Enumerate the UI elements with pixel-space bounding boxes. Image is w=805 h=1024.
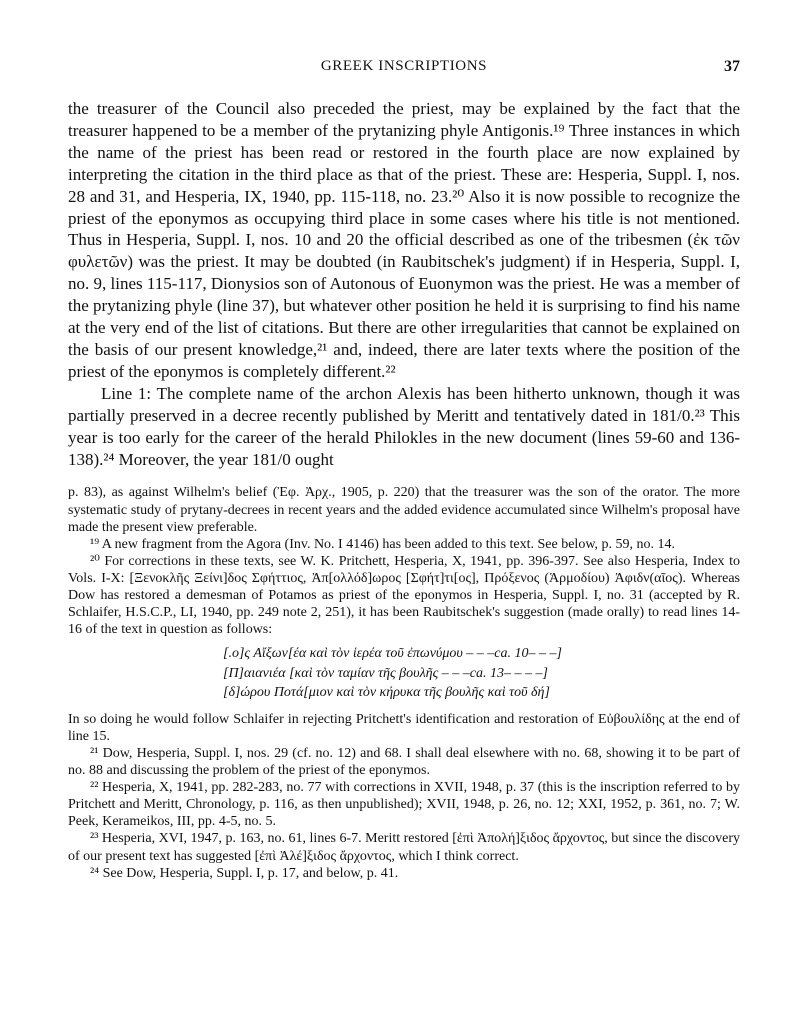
paragraph-line-1: Line 1: The complete name of the archon Alexis has been hitherto unknown, though it was partially preserved in a decree recently published by Meritt and tentatively dated in 181/0.²³ This year is too early for the career of the herald Philokles in the new document (lines 59-60 and 136-138).²⁴ Moreover, the year 181/0 ought xyxy=(68,383,740,469)
inscription-quote xyxy=(223,644,740,703)
quote-line-15: [Π]αιανιέα [καὶ τὸν ταμίαν τῆς βουλῆς – – –ca. 13– – – –] xyxy=(223,665,548,681)
footnote-continuation: p. 83), as against Wilhelm's belief (Ἐφ. Ἀρχ., 1905, p. 220) that the treasurer was the son of the orator. The more systematic study of prytany-decrees in recent years and the added evidence accumulated since Wilhelm's proposal have made the present view preferable. xyxy=(68,485,740,535)
main-text xyxy=(68,98,740,470)
page-number: 37 xyxy=(724,58,740,75)
quote-line-14: [.ο]ς Αἴξων[έα καὶ τὸν ἱερέα τοῦ ἐπωνύμου – – –ca. 10– – –] xyxy=(223,646,562,662)
footnote-24: ²⁴ See Dow, Hesperia, Suppl. I, p. 17, and below, p. 41. xyxy=(90,865,399,881)
page-header xyxy=(68,58,740,84)
footnote-20-continued: In so doing he would follow Schlaifer in rejecting Pritchett's identification and restoration of Εὐβουλίδης at the end of line 15. xyxy=(68,711,740,744)
footnote-23: ²³ Hesperia, XVI, 1947, p. 163, no. 61, lines 6-7. Meritt restored [ἐπὶ Ἀπολή]ξιδος ἄρχοντος, but since the discovery of our present text has suggested [ἐπὶ Ἀλέ]ξιδος ἄρχοντος, which I think correct. xyxy=(68,831,740,864)
footnote-22: ²² Hesperia, X, 1941, pp. 282-283, no. 77 with corrections in XVII, 1948, p. 37 (this is the inscription referred to by Pritchett and Meritt, Chronology, p. 116, as then unpublished); XVII, 1948, p. 26, no. 12; XXI, 1952, p. 361, no. 7; W. Peek, Kerameikos, III, pp. 4-5, no. 5. xyxy=(68,780,740,830)
quote-line-16: [δ]ώρου Ποτά[μιον καὶ τὸν κήρυκα τῆς βουλῆς καὶ τοῦ δή] xyxy=(223,685,550,701)
footnotes xyxy=(68,484,740,881)
page xyxy=(68,58,740,1008)
footnote-21: ²¹ Dow, Hesperia, Suppl. I, nos. 29 (cf. no. 12) and 68. I shall deal elsewhere with no. 68, showing it to be part of no. 88 and discussing the problem of the priest of the eponymos. xyxy=(68,745,740,779)
footnote-20: ²⁰ For corrections in these texts, see W. K. Pritchett, Hesperia, X, 1941, pp. 396-397. See also Hesperia, Index to Vols. I-X: [Ξενοκλῆς Ξείνι]δος Σφήττιος, Ἀπ[ολλόδ]ωρος [Σφήτ]τι[ος], Πρόξενος (Ἁρμοδίου) Ἀφιδν(αῖος). Whereas Dow has restored a demesman of Potamos as priest of the eponymos in Hesperia, Suppl. I, no. 31 (accepted by R. Schlaifer, H.S.C.P., LI, 1940, pp. 249 note 2, 251), it has been Raubitschek's suggestion (made orally) to read lines 14-16 of the text in question as follows: xyxy=(68,553,740,638)
running-head: GREEK INSCRIPTIONS xyxy=(320,58,488,74)
footnote-19: ¹⁹ A new fragment from the Agora (Inv. No. I 4146) has been added to this text. See below, p. 59, no. 14. xyxy=(90,536,676,552)
paragraph-priest-position: the treasurer of the Council also preceded the priest, may be explained by the fact that the treasurer happened to be a member of the prytanizing phyle Antigonis.¹⁹ Three instances in which the name of the priest has been read or restored in the fourth place are now explained by interpreting the citation in the third place as that of the priest. These are: Hesperia, Suppl. I, nos. 28 and 31, and Hesperia, IX, 1940, pp. 115-118, no. 23.²⁰ Also it is now possible to recognize the priest of the eponymos as occupying third place in some cases where his title is not mentioned. Thus in Hesperia, Suppl. I, nos. 10 and 20 the official described as one of the tribesmen (ἐκ τῶν φυλετῶν) was the priest. It may be doubted (in Raubitschek's judgment) if in Hesperia, Suppl. I, no. 9, lines 115-117, Dionysios son of Autonous of Euonymon was the priest. He was a member of the prytanizing phyle (line 37), but whatever other position he held it is surprising to find his name at the very end of the list of citations. But there are other irregularities that cannot be explained on the basis of our present knowledge,²¹ and, indeed, there are later texts where the position of the priest of the eponymos is completely different.²² xyxy=(68,99,740,381)
